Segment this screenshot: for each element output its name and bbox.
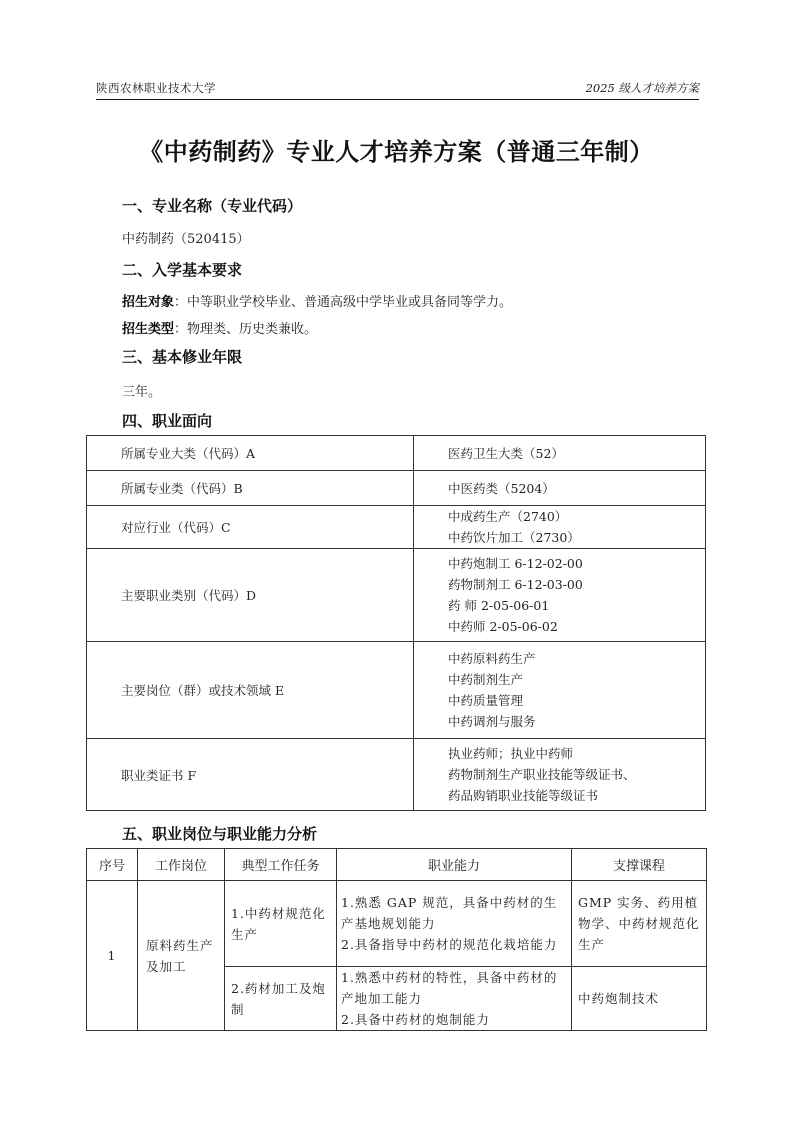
ability-line: 1.熟悉中药材的特性，具备中药材的产地加工能力 bbox=[341, 970, 558, 1006]
section-heading-5: 五、职业岗位与职业能力分析 bbox=[122, 825, 318, 843]
column-header: 序号 bbox=[87, 849, 138, 881]
value-line: 药品购销职业技能等级证书 bbox=[448, 788, 599, 803]
supporting-courses: GMP 实务、药用植物学、中药材规范化生产 bbox=[572, 881, 707, 967]
admission-target-label: 招生对象 bbox=[122, 295, 175, 310]
table-row bbox=[87, 642, 706, 739]
row-number: 1 bbox=[87, 881, 138, 1031]
table-cell-key: 所属专业大类（代码）A bbox=[87, 436, 414, 471]
table-row bbox=[87, 436, 706, 471]
career-abilities bbox=[337, 881, 572, 967]
table-cell-key: 对应行业（代码）C bbox=[87, 506, 414, 549]
value-line: 中医药类（5204） bbox=[448, 480, 555, 496]
page-header bbox=[96, 72, 699, 100]
table-cell-value bbox=[414, 739, 706, 811]
page-title: 《中药制药》专业人才培养方案（普通三年制） bbox=[139, 138, 654, 166]
value-line: 中药原料药生产 bbox=[448, 651, 536, 666]
table-cell-key: 主要职业类别（代码）D bbox=[87, 549, 414, 642]
career-abilities bbox=[337, 967, 572, 1031]
table-row bbox=[87, 506, 706, 549]
value-line: 中药质量管理 bbox=[448, 693, 524, 708]
value-line: 药物制剂工 6-12-03-00 bbox=[448, 577, 583, 592]
admission-target-text: ：中等职业学校毕业、普通高级中学毕业或具备同等学力。 bbox=[174, 295, 513, 310]
value-line: 中药炮制工 6-12-02-00 bbox=[448, 556, 583, 571]
table-cell-value bbox=[414, 549, 706, 642]
supporting-courses: 中药炮制技术 bbox=[572, 967, 707, 1031]
value-line: 执业药师；执业中药师 bbox=[448, 746, 574, 761]
value-line: 中药师 2-05-06-02 bbox=[448, 619, 558, 634]
major-name-text: 中药制药（520415） bbox=[122, 232, 250, 247]
section-heading-3: 三、基本修业年限 bbox=[122, 348, 243, 366]
table-cell-value bbox=[414, 436, 706, 471]
ability-line: 2.具备中药材的炮制能力 bbox=[341, 1012, 490, 1027]
ability-line: 1.熟悉 GAP 规范，具备中药材的生产基地规划能力 bbox=[341, 895, 558, 931]
table-cell-key: 所属专业类（代码）B bbox=[87, 471, 414, 506]
study-duration-text: 三年。 bbox=[122, 385, 162, 400]
value-line: 中药调剂与服务 bbox=[448, 714, 536, 729]
career-ability-table bbox=[86, 848, 707, 1031]
column-header: 职业能力 bbox=[337, 849, 572, 881]
table-header-row bbox=[87, 849, 707, 881]
admission-target bbox=[122, 291, 512, 310]
section-heading-1: 一、专业名称（专业代码） bbox=[122, 197, 303, 215]
column-header: 支撑课程 bbox=[572, 849, 707, 881]
admission-type bbox=[122, 318, 317, 337]
value-line: 中药制剂生产 bbox=[448, 672, 524, 687]
table-row bbox=[87, 881, 707, 967]
work-task: 2.药材加工及炮制 bbox=[225, 967, 337, 1031]
value-line: 药物制剂生产职业技能等级证书、 bbox=[448, 767, 636, 782]
section-heading-2: 二、入学基本要求 bbox=[122, 261, 243, 279]
column-header: 典型工作任务 bbox=[225, 849, 337, 881]
section-heading-4: 四、职业面向 bbox=[122, 412, 213, 430]
table-row bbox=[87, 471, 706, 506]
header-institution: 陕西农林职业技术大学 bbox=[96, 81, 216, 95]
table-row bbox=[87, 549, 706, 642]
value-line: 药 师 2-05-06-01 bbox=[448, 598, 550, 613]
value-line: 中药饮片加工（2730） bbox=[448, 530, 580, 545]
career-orientation-table bbox=[86, 435, 706, 811]
table-cell-value bbox=[414, 642, 706, 739]
table-cell-value bbox=[414, 506, 706, 549]
header-doc-label: 2025 级人才培养方案 bbox=[585, 81, 699, 95]
table-cell-key: 职业类证书 F bbox=[87, 739, 414, 811]
column-header: 工作岗位 bbox=[138, 849, 225, 881]
table-cell-value bbox=[414, 471, 706, 506]
table-cell-key: 主要岗位（群）或技术领域 E bbox=[87, 642, 414, 739]
work-post: 原料药生产及加工 bbox=[138, 881, 225, 1031]
admission-type-label: 招生类型 bbox=[122, 322, 175, 337]
table-row bbox=[87, 739, 706, 811]
admission-type-text: ：物理类、历史类兼收。 bbox=[174, 322, 318, 337]
value-line: 医药卫生大类（52） bbox=[448, 445, 564, 461]
ability-line: 2.具备指导中药材的规范化栽培能力 bbox=[341, 937, 558, 952]
value-line: 中成药生产（2740） bbox=[448, 509, 568, 524]
work-task: 1.中药材规范化生产 bbox=[225, 881, 337, 967]
